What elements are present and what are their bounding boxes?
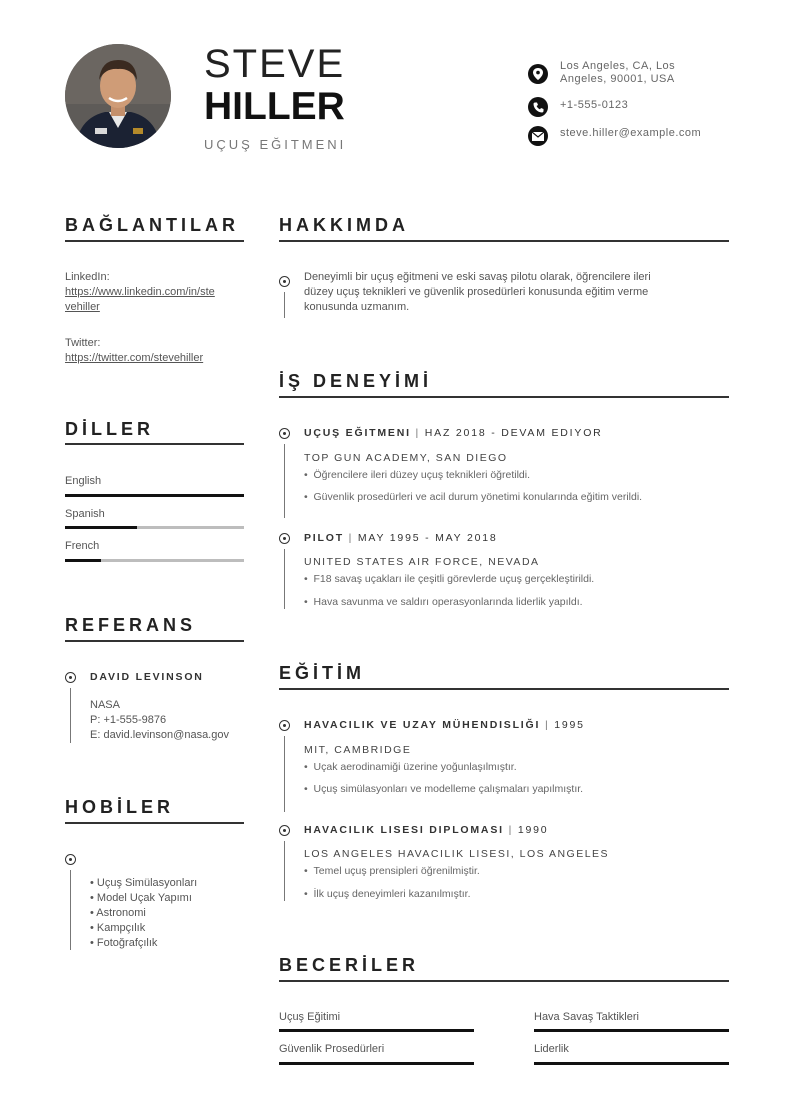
language-bar-fill (65, 559, 101, 562)
language-name: French (65, 540, 100, 552)
list-item: • Uçuş simülasyonları ve modelleme çalışmaları yapılmıştır. (304, 783, 584, 795)
list-item: • Temel uçuş prensipleri öğrenilmiştir. (304, 865, 480, 877)
linkedin-link-cont[interactable]: vehiller (65, 301, 100, 313)
hobbies-list (90, 876, 197, 951)
job-header: UÇUŞ EĞITMENI | HAZ 2018 - DEVAM EDIYOR (304, 427, 603, 439)
list-item: • Astronomi (90, 907, 146, 919)
email[interactable]: steve.hiller@example.com (560, 127, 702, 139)
reference-org: NASA (90, 699, 120, 711)
twitter-link[interactable]: https://twitter.com/stevehiller (65, 352, 204, 364)
about-text (304, 270, 729, 315)
timeline-line (284, 292, 285, 318)
reference-phone: P: +1-555-9876 (90, 714, 167, 726)
skill-name: Uçuş Eğitimi (279, 1011, 341, 1023)
list-item: • F18 savaş uçakları ile çeşitli görevlerde uçuş gerçekleştirildi. (304, 573, 595, 585)
timeline-marker-icon (279, 720, 290, 731)
hobbies-title: HOBİLER (65, 797, 174, 817)
first-name: STEVE (204, 42, 346, 86)
degree: HAVACILIK VE UZAY MÜHENDISLIĞI (304, 719, 541, 731)
timeline-line (284, 549, 285, 609)
timeline-line (284, 841, 285, 901)
skill-bar (279, 1029, 474, 1032)
timeline-line (284, 444, 285, 518)
twitter-label: Twitter: (65, 337, 101, 349)
timeline-marker-icon (279, 825, 290, 836)
education-year: 1995 (554, 719, 585, 731)
languages-title: DİLLER (65, 419, 154, 439)
connections-divider (65, 240, 244, 242)
education-header: HAVACILIK LISESI DIPLOMASI | 1990 (304, 824, 549, 836)
list-item: • Fotoğrafçılık (90, 937, 158, 949)
timeline-line (284, 736, 285, 812)
phone[interactable]: +1-555-0123 (560, 99, 629, 111)
last-name: HILLER (204, 85, 345, 128)
school: MIT, CAMBRIDGE (304, 744, 412, 756)
about-divider (279, 240, 729, 242)
linkedin-link[interactable]: https://www.linkedin.com/in/ste (65, 286, 215, 298)
timeline-marker-icon (279, 533, 290, 544)
address-line-2: Angeles, 90001, USA (560, 73, 675, 85)
language-bar-fill (65, 494, 244, 497)
about-line: Deneyimli bir uçuş eğitmeni ve eski savaş pilotu olarak, öğrencilere ileri (304, 271, 651, 283)
connections-title: BAĞLANTILAR (65, 215, 239, 235)
job-header: PILOT | MAY 1995 - MAY 2018 (304, 532, 498, 544)
education-title: EĞİTİM (279, 663, 365, 683)
linkedin-block (65, 270, 245, 315)
languages-divider (65, 443, 244, 445)
timeline-marker-icon (65, 854, 76, 865)
job-title: UÇUŞ EĞITMENI (204, 137, 347, 152)
reference-name: DAVID LEVINSON (90, 671, 204, 683)
timeline-marker-icon (279, 428, 290, 439)
skills-divider (279, 980, 729, 982)
list-item: • Uçak aerodinamiği üzerine yoğunlaşılmıştır. (304, 761, 517, 773)
reference-email: E: david.levinson@nasa.gov (90, 729, 229, 741)
skill-name: Güvenlik Prosedürleri (279, 1043, 385, 1055)
language-bar (65, 494, 244, 497)
school: LOS ANGELES HAVACILIK LISESI, LOS ANGELES (304, 848, 610, 860)
timeline-line (70, 688, 71, 743)
list-item: • Güvenlik prosedürleri ve acil durum yönetimi konularında eğitim verildi. (304, 491, 643, 503)
linkedin-label: LinkedIn: (65, 271, 110, 283)
skills-title: BECERİLER (279, 955, 420, 975)
education-divider (279, 688, 729, 690)
address (560, 60, 675, 86)
reference-details (90, 698, 229, 743)
location-pin-icon (528, 64, 548, 84)
list-item: • Öğrencilere ileri düzey uçuş teknikleri öğretildi. (304, 469, 531, 481)
phone-icon (528, 97, 548, 117)
skill-bar (534, 1062, 729, 1065)
list-item: • Hava savunma ve saldırı operasyonlarında liderlik yapıldı. (304, 596, 583, 608)
experience-title: İŞ DENEYİMİ (279, 371, 433, 391)
job-dates: HAZ 2018 - DEVAM EDIYOR (424, 427, 603, 439)
about-line: konusunda uzmanım. (304, 301, 410, 313)
list-item: • İlk uçuş deneyimleri kazanılmıştır. (304, 888, 471, 900)
email-icon (528, 126, 548, 146)
timeline-marker-icon (279, 276, 290, 287)
list-item: • Uçuş Simülasyonları (90, 877, 198, 889)
language-bar-fill (65, 526, 137, 529)
profile-photo (65, 44, 171, 148)
twitter-block (65, 336, 245, 366)
education-header: HAVACILIK VE UZAY MÜHENDISLIĞI | 1995 (304, 719, 585, 731)
language-bar (65, 526, 244, 529)
address-line-1: Los Angeles, CA, Los (560, 60, 676, 72)
job-company: UNITED STATES AIR FORCE, NEVADA (304, 556, 540, 568)
experience-divider (279, 396, 729, 398)
skill-name: Hava Savaş Taktikleri (534, 1011, 639, 1023)
timeline-marker-icon (65, 672, 76, 683)
list-item: • Kampçılık (90, 922, 146, 934)
job-role: PILOT (304, 532, 344, 544)
language-bar (65, 559, 244, 562)
skill-bar (279, 1062, 474, 1065)
skill-bar (534, 1029, 729, 1032)
timeline-line (70, 870, 71, 950)
education-year: 1990 (517, 824, 549, 836)
language-name: Spanish (65, 508, 105, 520)
degree: HAVACILIK LISESI DIPLOMASI (304, 824, 504, 836)
skill-name: Liderlik (534, 1043, 569, 1055)
reference-divider (65, 640, 244, 642)
about-title: HAKKIMDA (279, 215, 409, 235)
reference-title: REFERANS (65, 615, 197, 635)
job-company: TOP GUN ACADEMY, SAN DIEGO (304, 452, 508, 464)
list-item: • Model Uçak Yapımı (90, 892, 192, 904)
job-dates: MAY 1995 - MAY 2018 (357, 532, 498, 544)
language-name: English (65, 475, 102, 487)
hobbies-divider (65, 822, 244, 824)
job-role: UÇUŞ EĞITMENI (304, 427, 411, 439)
about-line: düzey uçuş teknikleri ve güvenlik prosedürleri konusunda eğitim verme (304, 286, 649, 298)
